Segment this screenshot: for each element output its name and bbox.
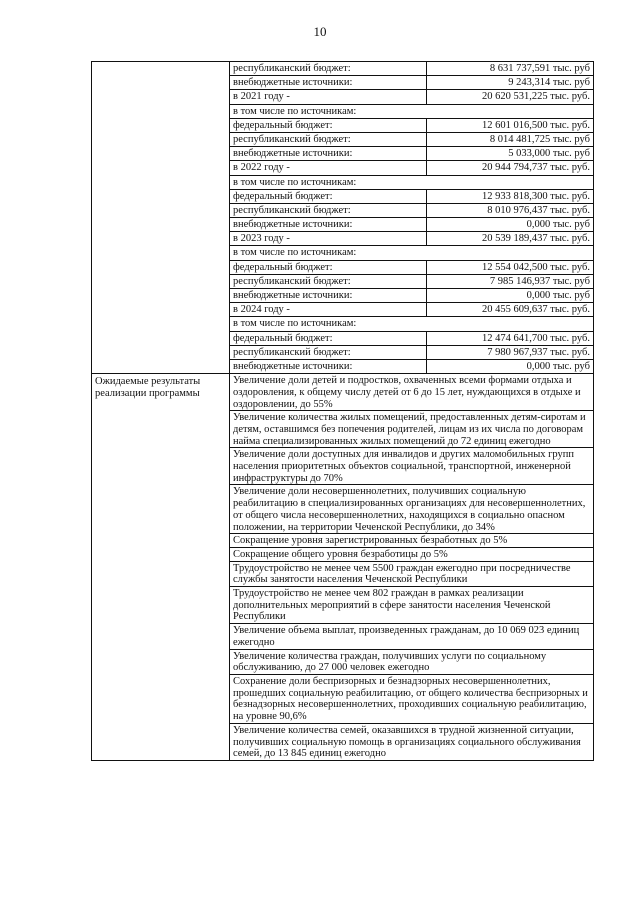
- finance-row-item: [230, 105, 593, 119]
- finance-value: 20 620 531,225 тыс. руб.: [426, 90, 593, 103]
- finance-label: республиканский бюджет:: [233, 133, 351, 145]
- finance-value: 0,000 тыс. руб: [426, 218, 593, 231]
- passport-table: [91, 61, 594, 761]
- finance-value: 0,000 тыс. руб: [426, 289, 593, 302]
- finance-row-item: [230, 332, 593, 346]
- finance-row: [92, 62, 594, 374]
- page-number: 10: [313, 24, 327, 39]
- finance-row-item: [230, 147, 593, 161]
- finance-value: 8 010 976,437 тыс. руб.: [426, 204, 593, 217]
- finance-list: [230, 62, 593, 373]
- finance-row-item: [230, 90, 593, 104]
- finance-label: внебюджетные источники:: [233, 219, 353, 231]
- result-item: Трудоустройство не менее чем 5500 граждан ежегодно при посредничестве службы занятости населения Чеченской Республики: [230, 562, 593, 587]
- result-item: Увеличение количества граждан, получивших услуги по социальному обслуживанию, до 27 000 человек ежегодно: [230, 650, 593, 675]
- finance-value: 7 985 146,937 тыс. руб: [426, 275, 593, 288]
- result-item: Сокращение уровня зарегистрированных безработных до 5%: [230, 534, 593, 548]
- finance-label: в том числе по источникам:: [233, 105, 357, 117]
- results-cell: [230, 374, 594, 761]
- finance-label: республиканский бюджет:: [233, 275, 351, 287]
- finance-row-item: [230, 204, 593, 218]
- finance-label: внебюджетные источники:: [233, 77, 353, 89]
- finance-label: республиканский бюджет:: [233, 63, 351, 74]
- result-item: Увеличение количества жилых помещений, предоставленных детям-сиротам и детям, оставшимся без попечения родителей, лицам из их числа по договорам найма специализированных жилых помещений до 72 единиц ежегодно: [230, 411, 593, 448]
- finance-row-item: [230, 317, 593, 331]
- result-item: Увеличение доли несовершеннолетних, получивших социальную реабилитацию в специализированных организациях для несовершеннолетних, от общего числа несовершеннолетних, находящихся в социально опасном положении, на территории Чеченской Республики, до 34%: [230, 485, 593, 534]
- finance-value: 20 455 609,637 тыс. руб.: [426, 303, 593, 316]
- finance-row-item: [230, 346, 593, 360]
- finance-label: республиканский бюджет:: [233, 204, 351, 216]
- result-item: Увеличение доли детей и подростков, охваченных всеми формами отдыха и оздоровления, к общему числу детей от 6 до 15 лет, нуждающихся в отдыхе и оздоровлении, до 55%: [230, 374, 593, 411]
- results-row: [92, 374, 594, 761]
- finance-value: 7 980 967,937 тыс. руб.: [426, 346, 593, 359]
- finance-label: федеральный бюджет:: [233, 190, 333, 202]
- finance-row-item: [230, 133, 593, 147]
- finance-label: в том числе по источникам:: [233, 247, 357, 259]
- finance-label: в том числе по источникам:: [233, 318, 357, 330]
- finance-value: 20 944 794,737 тыс. руб.: [426, 161, 593, 174]
- finance-value: 8 631 737,591 тыс. руб: [426, 62, 593, 75]
- finance-row-item: [230, 261, 593, 275]
- finance-row-item: [230, 246, 593, 260]
- result-item: Сокращение общего уровня безработицы до 5%: [230, 548, 593, 562]
- finance-row-item: [230, 176, 593, 190]
- finance-row-item: [230, 303, 593, 317]
- finance-label: внебюджетные источники:: [233, 148, 353, 160]
- finance-row-item: [230, 360, 593, 373]
- finance-value: 5 033,000 тыс. руб: [426, 147, 593, 160]
- result-item: Сохранение доли беспризорных и безнадзорных несовершеннолетних, прошедших социальную реабилитацию, от общего количества беспризорных и безнадзорных несовершеннолетних, проходивших социальную реабилитацию, на уровне 90,6%: [230, 675, 593, 724]
- finance-label: в 2023 году -: [233, 233, 290, 245]
- results-list: [230, 374, 593, 760]
- result-item: Увеличение объема выплат, произведенных гражданам, до 10 069 023 единиц ежегодно: [230, 624, 593, 649]
- finance-label: в 2024 году -: [233, 304, 290, 316]
- result-item: Увеличение количества семей, оказавшихся в трудной жизненной ситуации, получивших социальную помощь в организациях социального обслуживания семей, до 13 845 единиц ежегодно: [233, 724, 581, 760]
- finance-label: федеральный бюджет:: [233, 332, 333, 344]
- finance-row-item: [230, 218, 593, 232]
- finance-label: в том числе по источникам:: [233, 176, 357, 188]
- finance-value: 8 014 481,725 тыс. руб: [426, 133, 593, 146]
- finance-row-item: [230, 119, 593, 133]
- finance-label: в 2022 году -: [233, 162, 290, 174]
- finance-value: 12 474 641,700 тыс. руб.: [426, 332, 593, 345]
- finance-row-item: [230, 275, 593, 289]
- finance-label: в 2021 году -: [233, 91, 290, 103]
- finance-row-item: [230, 62, 593, 76]
- finance-row-item: [230, 289, 593, 303]
- finance-label: внебюджетные источники:: [233, 290, 353, 301]
- finance-value: 12 933 818,300 тыс. руб.: [426, 190, 593, 203]
- finance-row-item: [230, 76, 593, 90]
- result-item: Увеличение доли доступных для инвалидов и других маломобильных групп населения приоритетных объектов социальной, транспортной, инженерной инфраструктуры до 70%: [230, 448, 593, 485]
- finance-row-item: [230, 190, 593, 204]
- finance-value: 20 539 189,437 тыс. руб.: [426, 232, 593, 245]
- finance-label-cell: [92, 62, 230, 374]
- results-heading: Ожидаемые результаты реализации программы: [92, 374, 230, 761]
- finance-row-item: [230, 161, 593, 175]
- finance-value: 12 554 042,500 тыс. руб.: [426, 261, 593, 274]
- finance-label: федеральный бюджет:: [233, 261, 333, 273]
- finance-label: внебюджетные источники:: [233, 360, 353, 372]
- finance-value: 12 601 016,500 тыс. руб.: [426, 119, 593, 132]
- finance-cell: [230, 62, 594, 374]
- finance-value: 0,000 тыс. руб: [426, 360, 593, 373]
- finance-row-item: [230, 232, 593, 246]
- finance-label: республиканский бюджет:: [233, 346, 351, 358]
- result-item: Трудоустройство не менее чем 802 граждан в рамках реализации дополнительных мероприятий в сфере занятости населения Чеченской Республики: [230, 587, 593, 624]
- finance-label: федеральный бюджет:: [233, 119, 333, 131]
- finance-value: 9 243,314 тыс. руб: [426, 76, 593, 89]
